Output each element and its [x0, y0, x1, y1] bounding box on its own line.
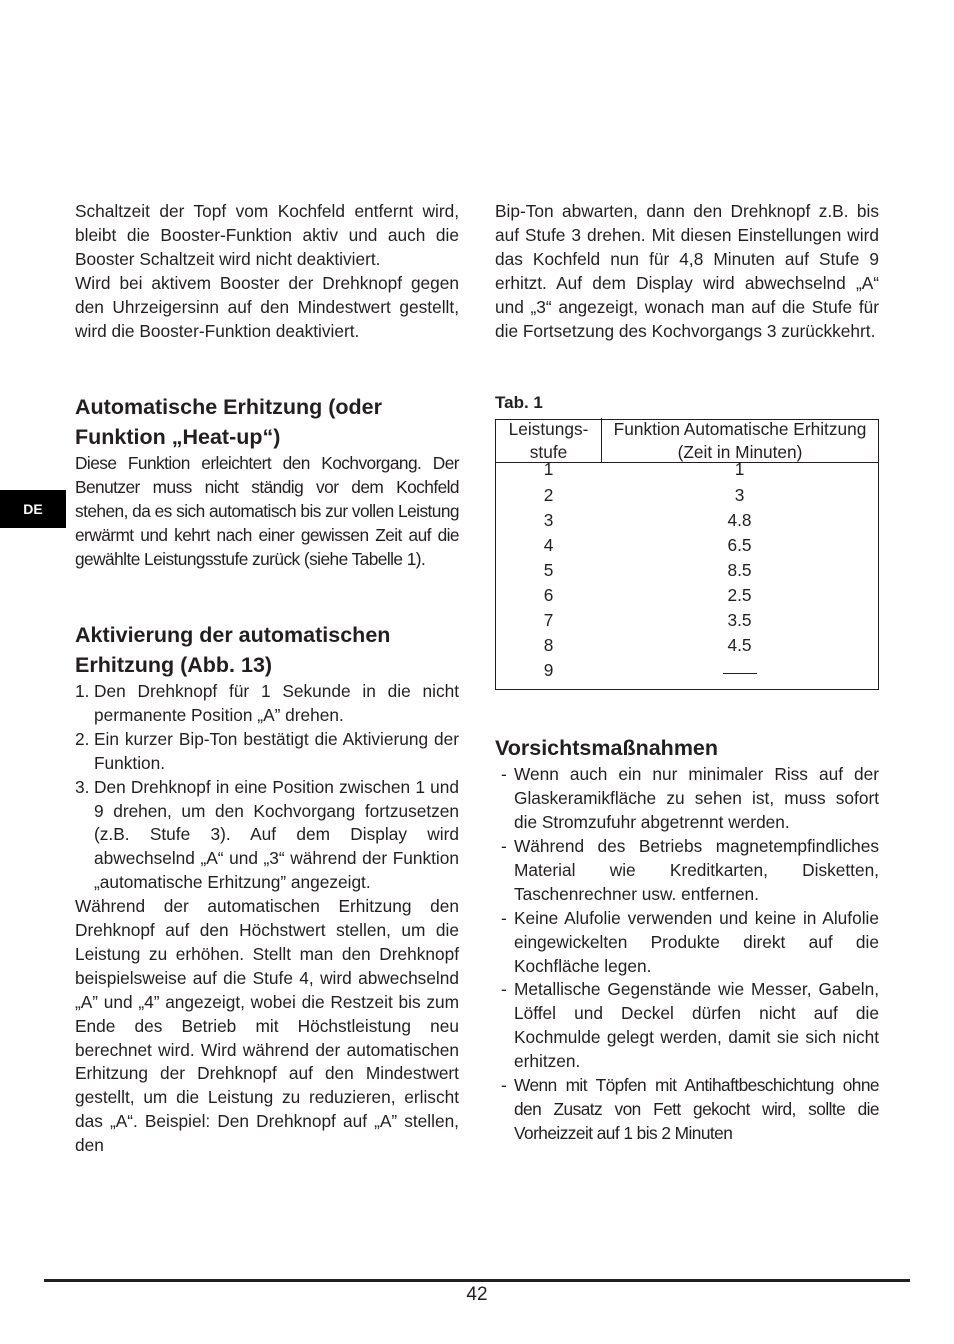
precaution-item: - Metallische Gegenstände wie Messer, Gabeln, Löffel und Deckel dürfen nicht auf die Kochmulde gelegt werden, damit sie sich nicht erhitzen.	[501, 979, 879, 1072]
precaution-text: Wenn mit Töpfen mit Antihaftbeschichtung ohne den Zusatz von Fett gekocht wird, sollte die Vorheizzeit auf 1 bis 2 Minuten	[514, 1075, 879, 1143]
table-cell-stufe: 3	[543, 509, 554, 530]
table-block	[495, 393, 879, 690]
activation-paragraph: Während der automatischen Erhitzung den Drehknopf auf den Höchstwert stellen, um die Leistung zu erhöhen. Stellt man den Drehknopf beispielsweise auf die Stufe 4, wird abwechselnd „A” und „4” angezeigt, wobei die Restzeit bis zum Ende des Betrieb mit Höchstleistung neu berechnet wird. Wird während der automatischen Erhitzung der Drehknopf auf den Mindestwert gestellt, um die Leistung zu reduzieren, erlischt das „A“. Beispiel: Den Drehknopf auf „A” stellen, den	[75, 896, 459, 1156]
activation-heading: Aktivierung der automatischen Erhitzung (Abb. 13)	[75, 622, 391, 677]
heat-up-table	[495, 419, 879, 690]
step-item	[75, 776, 459, 896]
step-text: Den Drehknopf in eine Position zwischen 1 und 9 drehen, um den Kochvorgang fortzusetzen (z.B. Stufe 3). Auf dem Display wird abwechselnd „A“ und „3“ während der Funktion „automatische Erhitzung” angezeigt.	[94, 776, 459, 893]
language-tab: DE	[0, 490, 66, 528]
table-row	[496, 485, 878, 510]
table-cell-zeit: 6.5	[727, 534, 752, 555]
table-cell-zeit: 1	[734, 459, 745, 480]
precaution-text: Während des Betriebs magnetempfindliches Material wie Kreditkarten, Disketten, Taschenrechner usw. entfernen.	[514, 836, 879, 904]
step-item	[75, 728, 459, 776]
table-row	[496, 660, 878, 685]
table-header	[496, 420, 878, 463]
table-cell-stufe: 5	[543, 559, 554, 580]
step-text: Ein kurzer Bip-Ton bestätigt die Aktivierung der Funktion.	[94, 728, 459, 773]
table-header-zeit: Funktion Automatische Erhitzung (Zeit in Minuten)	[613, 419, 867, 463]
table-row	[496, 510, 878, 535]
step-text: Den Drehknopf für 1 Sekunde in die nicht permanente Position „A” drehen.	[94, 680, 459, 725]
precaution-item: - Wenn auch ein nur minimaler Riss auf der Glaskeramikfläche zu sehen ist, muss sofort die Stromzufuhr abgetrennt werden.	[501, 764, 879, 833]
precaution-text: Metallische Gegenstände wie Messer, Gabeln, Löffel und Deckel dürfen nicht auf die Kochmulde gelegt werden, damit sie sich nicht erhitzen.	[514, 979, 879, 1072]
step-item	[75, 680, 459, 728]
table-body	[496, 459, 878, 689]
precaution-item: - Keine Alufolie verwenden und keine in Alufolie eingewickelten Produkte direkt auf die Kochfläche legen.	[501, 907, 879, 976]
table-cell-stufe: 2	[543, 484, 554, 505]
table-row	[496, 635, 878, 660]
left-column	[75, 200, 459, 1158]
heat-up-heading: Automatische Erhitzung (oder Funktion „Heat-up“)	[75, 395, 382, 450]
intro-paragraph-2: Wird bei aktivem Booster der Drehknopf gegen den Uhrzeigersinn auf den Mindestwert gestellt, wird die Booster-Funktion deaktiviert.	[75, 272, 459, 341]
precaution-item: - Wenn mit Töpfen mit Antihaftbeschichtung ohne den Zusatz von Fett gekocht wird, sollte die Vorheizzeit auf 1 bis 2 Minuten	[501, 1075, 879, 1143]
empty-value-line	[723, 663, 757, 674]
table-header-stufe: Leistungs-stufe	[496, 418, 602, 462]
activation-steps	[75, 680, 459, 895]
table-row	[496, 610, 878, 635]
table-cell-zeit: 4.8	[727, 509, 752, 530]
step-number: 2.	[75, 728, 90, 749]
table-row	[496, 459, 878, 484]
table-cell-stufe: 8	[543, 635, 554, 656]
table-row	[496, 535, 878, 560]
heat-up-paragraph: Diese Funktion erleichtert den Kochvorgang. Der Benutzer muss nicht ständig vor dem Kochfeld stehen, da es sich automatisch bis zur vollen Leistung erwärmt und kehrt nach einer gewissen Zeit auf die gewählte Leistungsstufe zurück (siehe Tabelle 1).	[75, 453, 459, 570]
precaution-text: Keine Alufolie verwenden und keine in Alufolie eingewickelten Produkte direkt auf die Kochfläche legen.	[514, 907, 879, 976]
table-cell-zeit: 3	[734, 484, 745, 505]
step-number: 1.	[75, 680, 90, 701]
table-row	[496, 560, 878, 585]
table-cell-zeit: 2.5	[727, 584, 752, 605]
table-cell-zeit: 3.5	[727, 610, 752, 630]
precaution-item: - Während des Betriebs magnetempfindliches Material wie Kreditkarten, Disketten, Taschenrechner usw. entfernen.	[501, 836, 879, 904]
table-cell-stufe: 9	[543, 660, 554, 681]
table-cell-zeit: 8.5	[727, 559, 752, 580]
continuation-paragraph: Bip-Ton abwarten, dann den Drehknopf z.B. bis auf Stufe 3 drehen. Mit diesen Einstellungen wird das Kochfeld nun für 4,8 Minuten auf Stufe 9 erhitzt. Auf dem Display wird abwechselnd „A“ und „3“ angezeigt, wonach man auf die Stufe für die Fortsetzung des Kochvorgangs 3 zurückkehrt.	[495, 201, 879, 341]
table-cell-stufe: 1	[543, 459, 554, 480]
table-cell-stufe: 4	[543, 534, 554, 555]
precaution-text: Wenn auch ein nur minimaler Riss auf der Glaskeramikfläche zu sehen ist, muss sofort die Stromzufuhr abgetrennt werden.	[514, 764, 879, 833]
precautions-heading: Vorsichtsmaßnahmen	[495, 736, 719, 761]
page-number: 42	[466, 1284, 488, 1305]
table-cell-stufe: 7	[543, 610, 554, 630]
table-cell-zeit	[601, 660, 878, 685]
step-number: 3.	[75, 776, 90, 797]
table-cell-stufe: 6	[543, 584, 554, 605]
footer-rule	[44, 1279, 910, 1282]
precautions-list	[495, 763, 879, 1146]
table-cell-zeit: 4.5	[727, 635, 752, 656]
table-row	[496, 585, 878, 610]
intro-paragraph-1: Schaltzeit der Topf vom Kochfeld entfernt wird, bleibt die Booster-Funktion aktiv und auch die Booster Schaltzeit wird nicht deaktiviert.	[75, 201, 459, 269]
table-caption: Tab. 1	[495, 393, 543, 413]
right-column	[495, 200, 879, 1146]
